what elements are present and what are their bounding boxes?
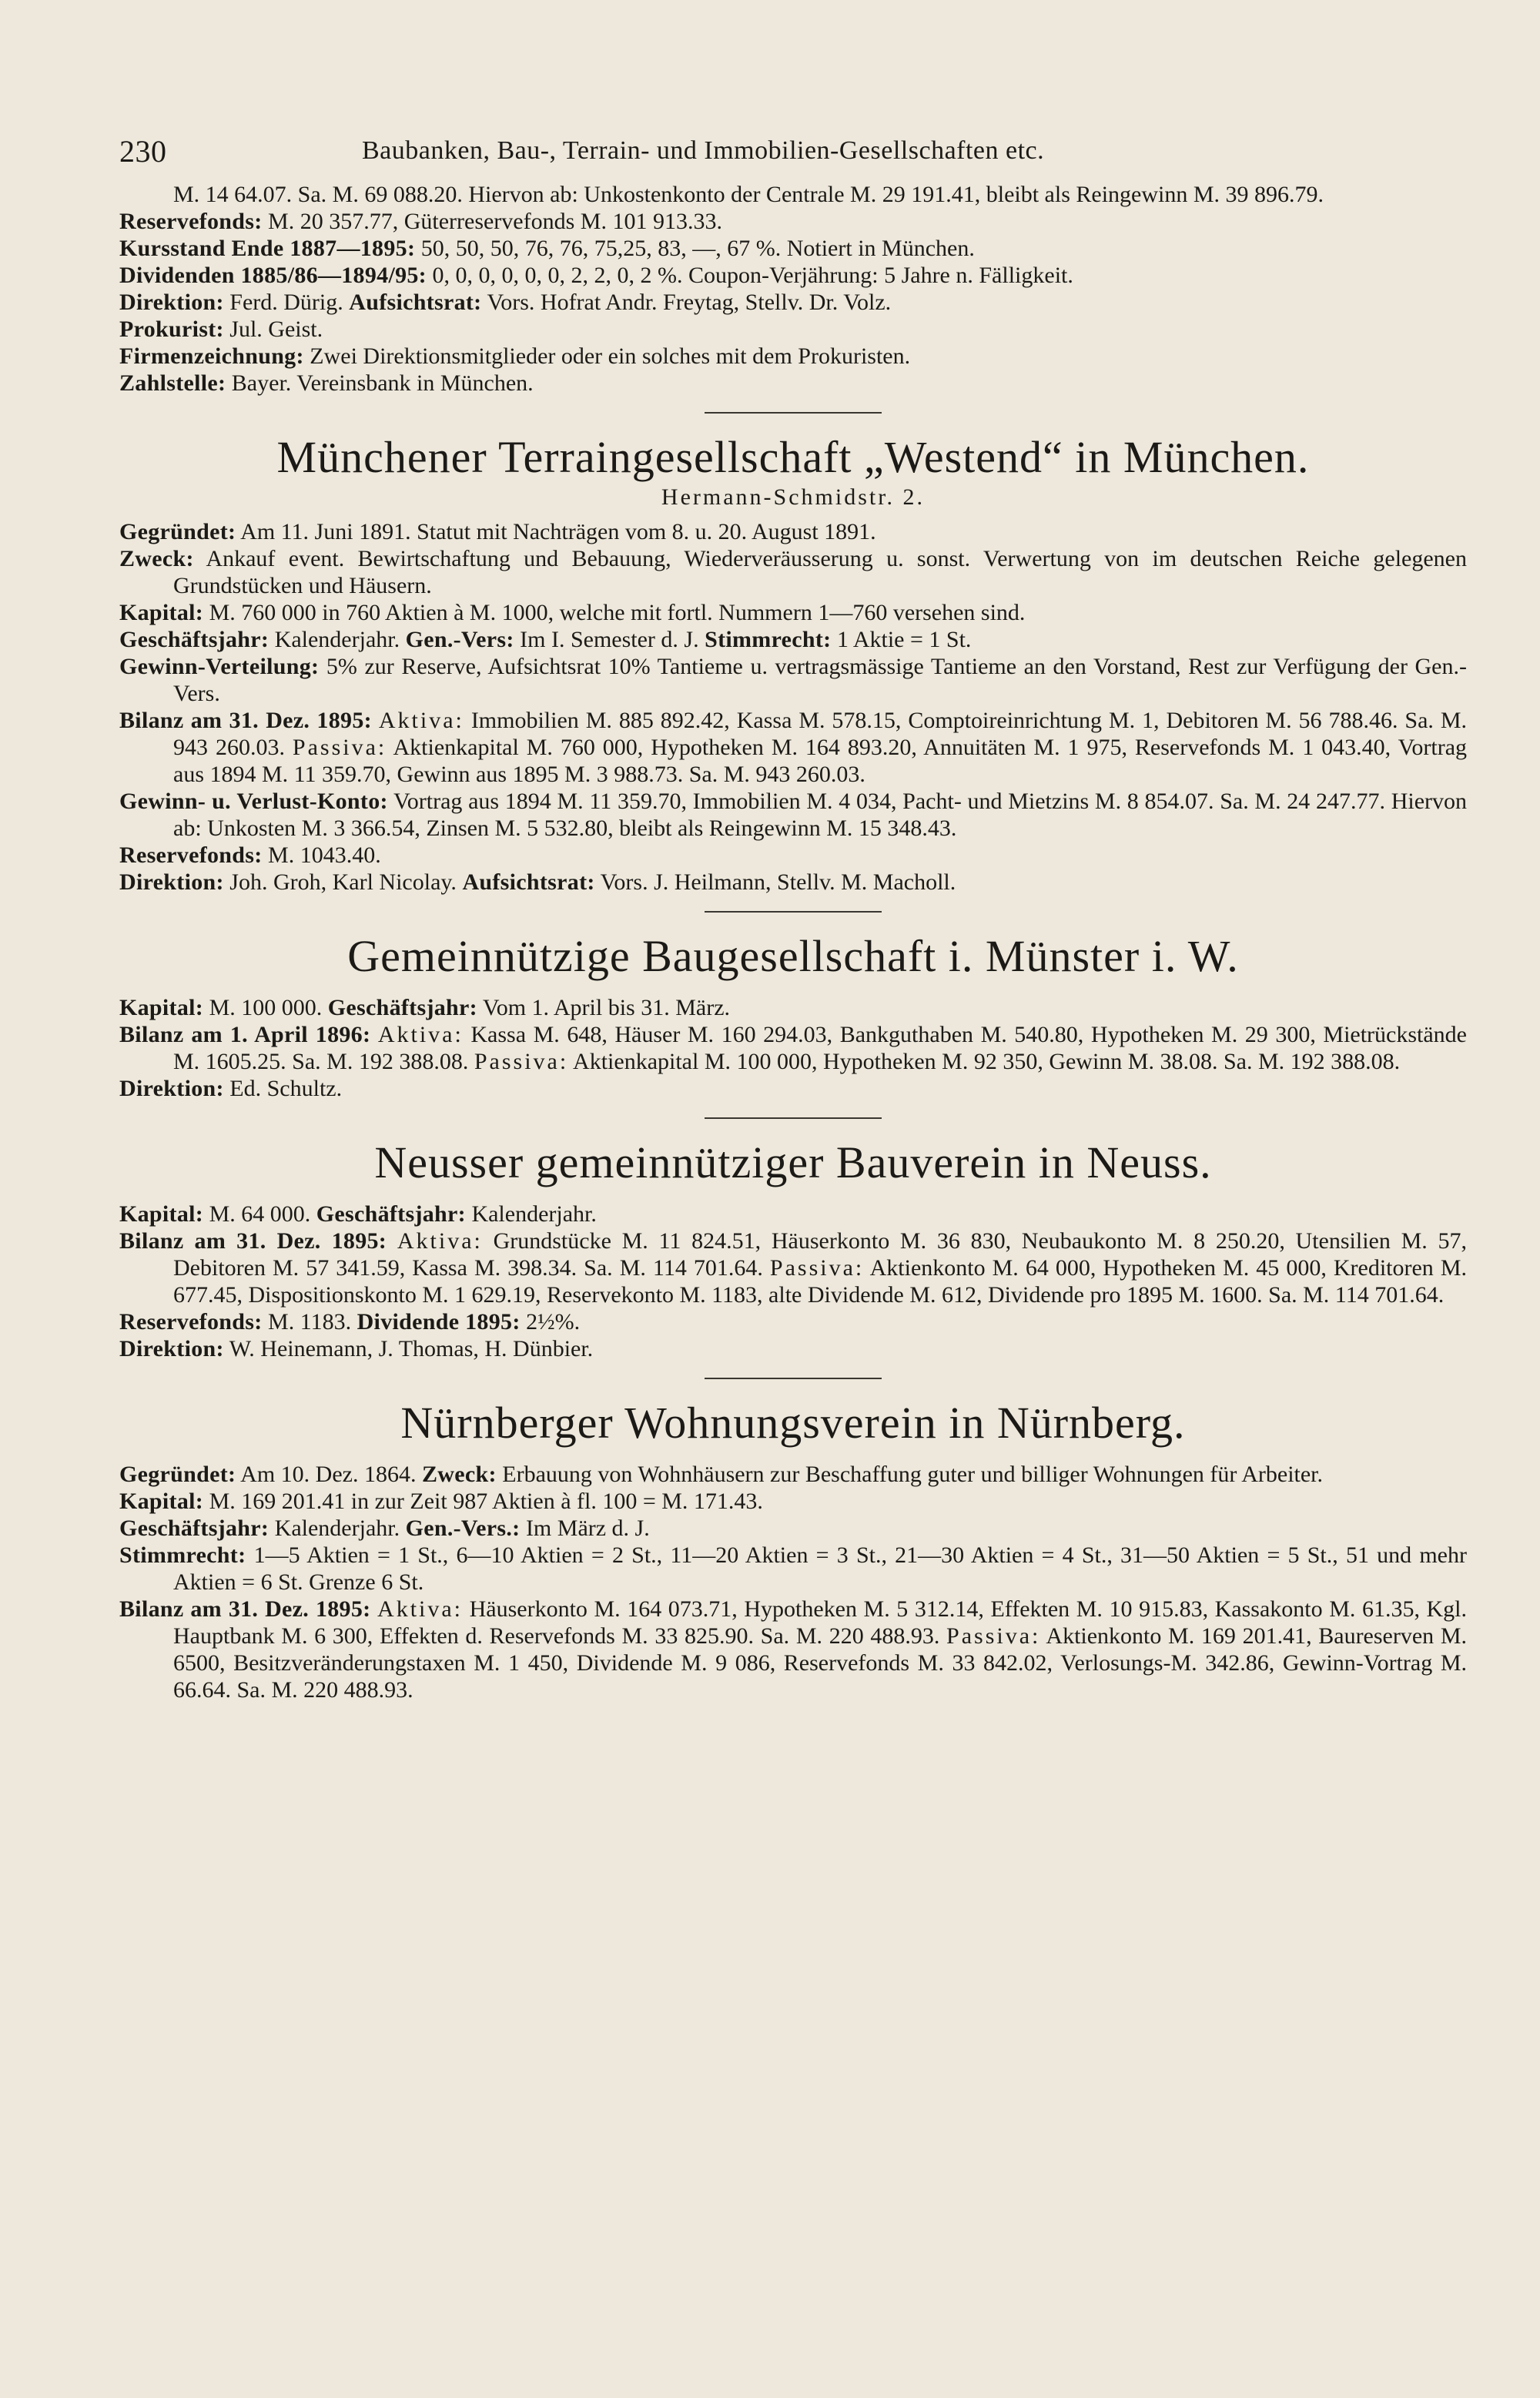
section-divider [705,412,882,414]
section-westend [119,430,1467,896]
westend-geschaeftsjahr: Geschäftsjahr: Kalenderjahr. Gen.-Vers: Im I. Semester d. J. Stimmrecht: 1 Aktie = 1 St. [119,627,972,652]
westend-kapital: Kapital: M. 760 000 in 760 Aktien à M. 1000, welche mit fortl. Nummern 1—760 versehen sind. [119,600,1026,625]
intro-direktion: Direktion: Ferd. Dürig. Aufsichtsrat: Vors. Hofrat Andr. Freytag, Stellv. Dr. Volz. [119,290,892,315]
company-title-muenster: Gemeinnützige Baugesellschaft i. Münster i. W. [347,931,1239,981]
section-neuss [119,1136,1467,1362]
neuss-direktion: Direktion: W. Heinemann, J. Thomas, H. Dünbier. [119,1336,594,1361]
muenster-bilanz: Bilanz am 1. April 1896: Aktiva: Kassa M. 648, Häuser M. 160 294.03, Bankguthaben M. 540.80, Hypotheken M. 29 300, Mietrückstände M. 1605.25. Sa. M. 192 388.08. Passiva: Aktienkapital M. 100 000, Hypotheken M. 92 350, Gewinn M. 38.08. Sa. M. 192 388.08. [119,1022,1467,1074]
section-divider [705,1117,882,1119]
westend-guv: Gewinn- u. Verlust-Konto: Vortrag aus 1894 M. 11 359.70, Immobilien M. 4 034, Pacht- und Mietzins M. 8 854.07. Sa. M. 24 247.77. Hiervon ab: Unkosten M. 3 366.54, Zinsen M. 5 532.80, bleibt als Reingewinn M. 15 348.43. [119,789,1468,841]
company-title-westend: Münchener Terraingesellschaft „Westend“ in München. [276,432,1310,482]
intro-dividenden: Dividenden 1885/86—1894/95: 0, 0, 0, 0, 0, 0, 2, 2, 0, 2 %. Coupon-Verjährung: 5 Jahre n. Fälligkeit. [119,263,1073,288]
intro-reservefonds: Reservefonds: M. 20 357.77, Güterreservefonds M. 101 913.33. [119,209,722,234]
company-title-nuernberg: Nürnberger Wohnungsverein in Nürnberg. [400,1398,1186,1448]
intro-prokurist: Prokurist: Jul. Geist. [119,316,323,342]
westend-zweck: Zweck: Ankauf event. Bewirtschaftung und Bebauung, Wiederveräusserung u. sonst. Verwertung von im deutschen Reiche gelegenen Grundstücken und Häusern. [119,546,1467,598]
intro-kursstand: Kursstand Ende 1887—1895: 50, 50, 50, 76, 76, 75,25, 83, —, 67 %. Notiert in München. [119,236,975,261]
neuss-reservefonds: Reservefonds: M. 1183. Dividende 1895: 2½%. [119,1309,581,1335]
spacer [119,983,1467,994]
nuernberg-bilanz: Bilanz am 31. Dez. 1895: Aktiva: Häuserkonto M. 164 073.71, Hypotheken M. 5 312.14, Effekten M. 10 915.83, Kassakonto M. 61.35, Kgl. Hauptbank M. 6 300, Effekten d. Reservefonds M. 33 825.90. Sa. M. 220 488.93. Passiva: Aktienkonto M. 169 201.41, Baureserven M. 6500, Besitzveränderungstaxen M. 1 450, Dividende M. 9 086, Reservefonds M. 33 842.02, Verlosungs-M. 342.86, Gewinn-Vortrag M. 66.64. Sa. M. 220 488.93. [119,1596,1468,1703]
section-divider [705,911,882,913]
intro-continuation: M. 14 64.07. Sa. M. 69 088.20. Hiervon ab: Unkostenkonto der Centrale M. 29 191.41, bleibt als Reingewinn M. 39 896.79. [173,182,1324,207]
muenster-kapital: Kapital: M. 100 000. Geschäftsjahr: Vom 1. April bis 31. März. [119,995,731,1020]
company-address-westend: Hermann-Schmidstr. 2. [661,484,926,510]
nuernberg-gegruendet: Gegründet: Am 10. Dez. 1864. Zweck: Erbauung von Wohnhäusern zur Beschaffung guter und billiger Wohnungen für Arbeiter. [119,1462,1324,1487]
nuernberg-geschaeftsjahr: Geschäftsjahr: Kalenderjahr. Gen.-Vers.: Im März d. J. [119,1515,650,1541]
document-page [119,127,1467,2360]
neuss-bilanz: Bilanz am 31. Dez. 1895: Aktiva: Grundstücke M. 11 824.51, Häuserkonto M. 36 830, Neubaukonto M. 8 250.20, Utensilien M. 57, Debitoren M. 57 341.59, Kassa M. 398.34. Sa. M. 114 701.64. Passiva: Aktienkonto M. 64 000, Hypotheken M. 45 000, Kreditoren M. 677.45, Dispositionskonto M. 1 629.19, Reservekonto M. 1183, alte Dividende M. 612, Dividende pro 1895 M. 1600. Sa. M. 114 701.64. [119,1228,1468,1308]
section-nuernberg [119,1396,1467,1703]
westend-bilanz: Bilanz am 31. Dez. 1895: Aktiva: Immobilien M. 885 892.42, Kassa M. 578.15, Comptoireinrichtung M. 1, Debitoren M. 56 788.46. Sa. M. 943 260.03. Passiva: Aktienkapital M. 760 000, Hypotheken M. 164 893.20, Annuitäten M. 1 975, Reservefonds M. 1 043.40, Vortrag aus 1894 M. 11 359.70, Gewinn aus 1895 M. 3 988.73. Sa. M. 943 260.03. [119,708,1468,787]
westend-direktion: Direktion: Joh. Groh, Karl Nicolay. Aufsichtsrat: Vors. J. Heilmann, Stellv. M. Macholl. [119,869,956,895]
intro-zahlstelle: Zahlstelle: Bayer. Vereinsbank in München. [119,370,534,396]
westend-reservefonds: Reservefonds: M. 1043.40. [119,842,381,868]
intro-firmenzeichnung: Firmenzeichnung: Zwei Direktionsmitglieder oder ein solches mit dem Prokuristen. [119,343,911,369]
section-previous-company [119,181,1467,397]
westend-gegruendet: Gegründet: Am 11. Juni 1891. Statut mit Nachträgen vom 8. u. 20. August 1891. [119,519,876,544]
neuss-kapital: Kapital: M. 64 000. Geschäftsjahr: Kalenderjahr. [119,1201,597,1227]
nuernberg-stimmrecht: Stimmrecht: 1—5 Aktien = 1 St., 6—10 Aktien = 2 St., 11—20 Aktien = 3 St., 21—30 Aktien = 4 St., 31—50 Aktien = 5 St., 51 und mehr Aktien = 6 St. Grenze 6 St. [119,1542,1467,1595]
spacer [119,1450,1467,1461]
westend-gewinnverteilung: Gewinn-Verteilung: 5% zur Reserve, Aufsichtsrat 10% Tantieme u. vertragsmässige Tantieme an den Vorstand, Rest zur Verfügung der Gen.-Vers. [119,654,1467,706]
running-title: Baubanken, Bau-, Terrain- und Immobilien-Gesellschaften etc. [362,136,1045,165]
section-muenster [119,929,1467,1102]
spacer [119,1190,1467,1201]
page-number: 230 [119,134,167,169]
running-head [119,127,1467,181]
nuernberg-kapital: Kapital: M. 169 201.41 in zur Zeit 987 Aktien à fl. 100 = M. 171.43. [119,1489,763,1514]
company-title-neuss: Neusser gemeinnütziger Bauverein in Neuss. [374,1137,1212,1187]
section-divider [705,1378,882,1379]
muenster-direktion: Direktion: Ed. Schultz. [119,1076,343,1101]
